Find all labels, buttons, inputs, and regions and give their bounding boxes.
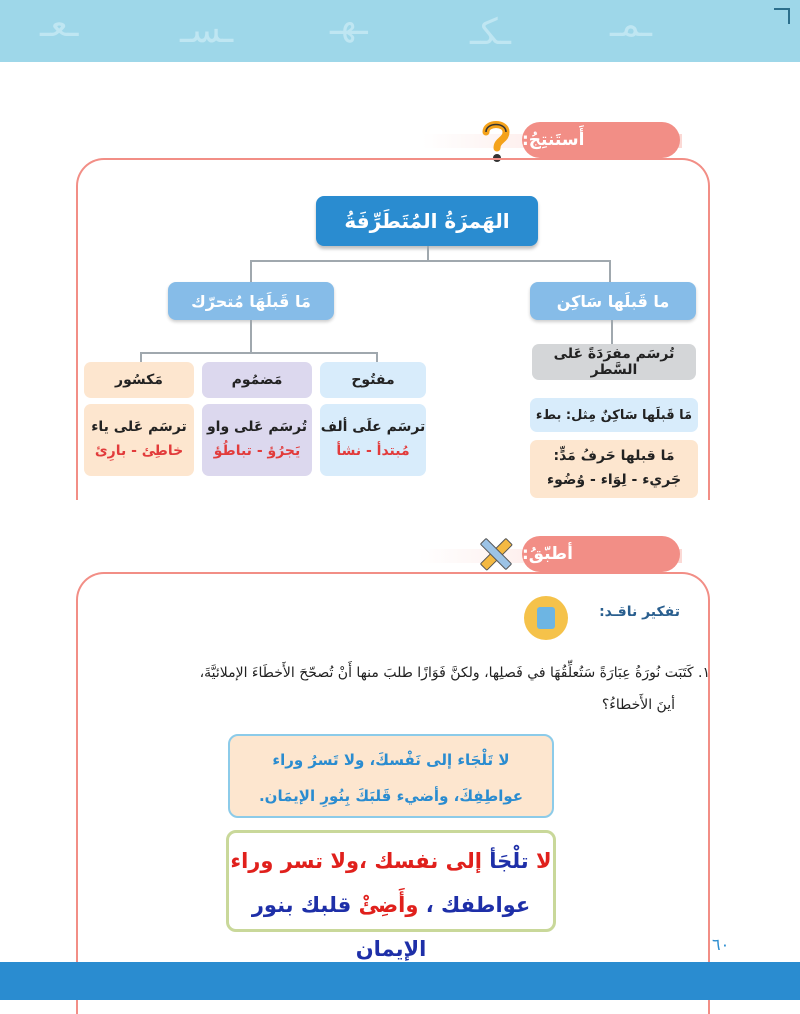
connector-line	[427, 246, 429, 260]
bottom-band	[0, 962, 800, 1000]
corrected-answer-box	[226, 830, 556, 961]
top-decorative-band	[0, 0, 800, 62]
arabic-calligraphy-decoration: ـمـ	[610, 4, 652, 45]
diagram-root: الهَمزَةُ المُتَطَرِّفَةُ	[316, 196, 538, 246]
critical-thinking-label: تفكير ناقـد:	[599, 604, 680, 620]
example-text: خاطِئ - بارِئ	[94, 443, 184, 459]
column-header-fatha: مفتُوح	[320, 362, 426, 398]
column-body-damma	[202, 404, 312, 476]
question-line-1: ١. كَتَبَت نُورَةُ عِبَارَةً سَتُعلِّقُهَا في فَصلِها، ولكنَّ فَوَازًا طلبَ منها أَنْ تُصحّحَ الأَخطَاءَ الإملائيَّةَ،	[199, 665, 710, 681]
connector-line	[250, 260, 610, 262]
column-body-fatha	[320, 404, 426, 476]
column-body-kasra	[84, 404, 194, 476]
sentence-line-1: لا تَلْجَاء إلى نَفْسكَ، ولا تَسرُ وراء	[272, 751, 510, 769]
crop-mark-icon	[774, 8, 790, 24]
arabic-calligraphy-decoration: ـهـ	[330, 2, 368, 43]
column-header-kasra: مَكسُور	[84, 362, 194, 398]
example-text: مُبتدأ - نشأ	[336, 443, 410, 459]
rule-text: ترسَم عَلى ياء	[91, 419, 187, 436]
rule-text: تُرسَم عَلى واو	[206, 419, 308, 436]
connector-line	[250, 260, 252, 282]
example-text: يَجرُؤ - تباطُؤ	[213, 443, 301, 459]
sentence-line-2: عواطِفِكَ، وأضيء قَلبَكَ بِنُورِ الإيمَان.	[258, 787, 524, 805]
puzzle-icon	[524, 596, 568, 640]
madd-title: مَا قبلها حَرفُ مَدٍّ:	[553, 448, 675, 465]
connector-line	[140, 352, 377, 354]
answer-line-1: لا تلْجَأ إلى نفسك ،ولا تسر وراء	[230, 849, 552, 873]
rule-on-line: تُرسَم مفرَدَةً عَلى السَّطر	[532, 344, 696, 380]
rule-text: ترسَم علَى ألف	[320, 419, 426, 436]
connector-line	[611, 320, 613, 344]
arabic-calligraphy-decoration: ـكـ	[470, 12, 511, 53]
arabic-calligraphy-decoration: ـسـ	[180, 10, 234, 51]
connector-line	[250, 320, 252, 352]
apply-heading: أطبّقُ:	[522, 536, 680, 572]
branch-moving-before: مَا قَبلَهَا مُتحرّك	[168, 282, 334, 320]
original-sentence-box	[228, 734, 554, 818]
pencil-ruler-icon	[476, 534, 516, 574]
conclude-heading: أَستَنتِجُ:	[522, 122, 680, 158]
answer-line-2: عواطفك ، وأَضِئْ قلبك بنور الإيمان	[251, 893, 531, 961]
example-still-letter: مَا قَبلَها سَاكِنٌ مِثل: بطء	[530, 398, 698, 432]
example-madd-letter	[530, 440, 698, 498]
question-line-2: أينَ الأَخطاءُ؟	[601, 697, 675, 713]
madd-examples: جَريء - لِوَاء - وُضُوء	[546, 472, 682, 488]
arabic-calligraphy-decoration: ـعـ	[40, 4, 79, 45]
connector-line	[376, 352, 378, 362]
connector-line	[609, 260, 611, 282]
column-header-damma: مَضمُوم	[202, 362, 312, 398]
page-number: ٦٠	[712, 935, 730, 954]
branch-still-before: ما قَبلَها سَاكِن	[530, 282, 696, 320]
connector-line	[140, 352, 142, 362]
